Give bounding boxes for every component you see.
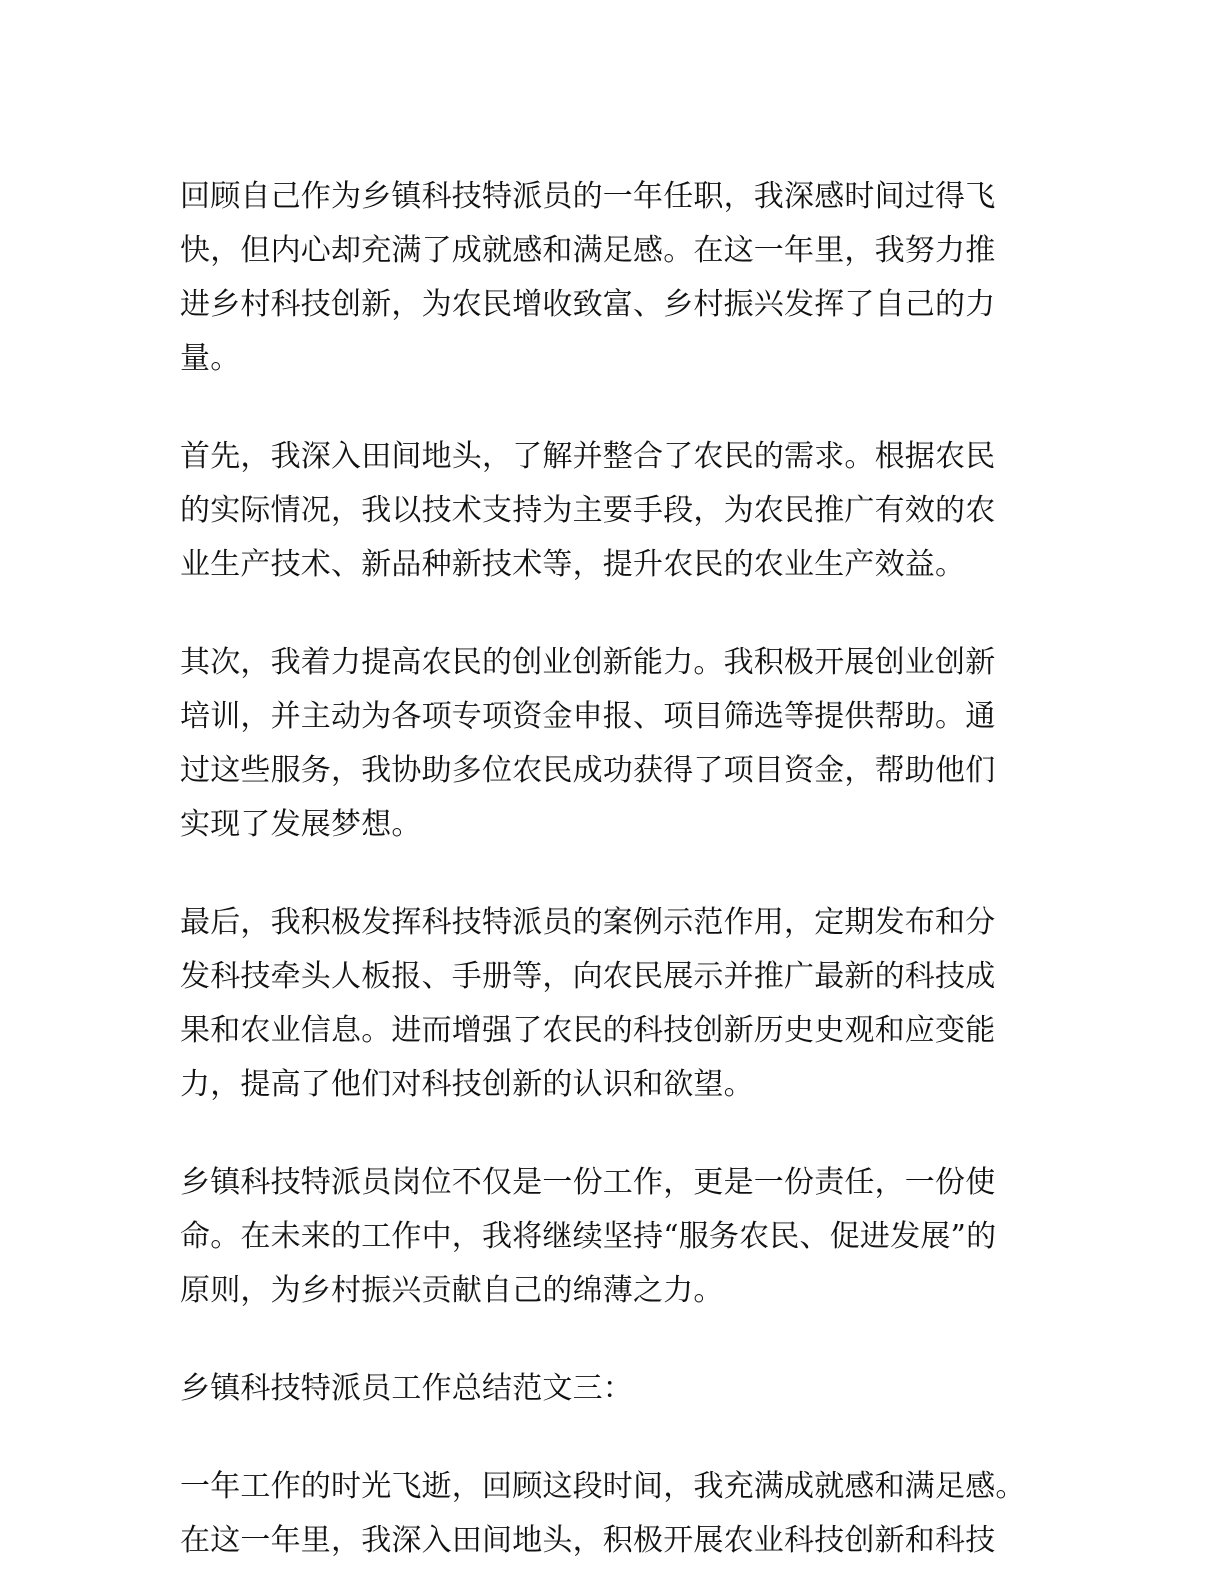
paragraph-spacer [180, 592, 1060, 636]
text-line: 回顾自己作为乡镇科技特派员的一年任职，我深感时间过得飞 [180, 179, 996, 214]
paragraph-spacer [180, 1318, 1060, 1362]
text-line: 进乡村科技创新，为农民增收致富、乡村振兴发挥了自己的力 [180, 287, 996, 322]
text-line: 力，提高了他们对科技创新的认识和欲望。 [180, 1067, 754, 1102]
text-line: 命。在未来的工作中，我将继续坚持“服务农民、促进发展”的 [180, 1219, 997, 1254]
text-line: 实现了发展梦想。 [180, 807, 422, 842]
text-line: 的实际情况，我以技术支持为主要手段，为农民推广有效的农 [180, 493, 996, 528]
text-line: 其次，我着力提高农民的创业创新能力。我积极开展创业创新 [180, 645, 996, 680]
paragraph-sample-three [180, 1460, 1060, 1568]
paragraph-second [180, 636, 1060, 852]
text-line: 快，但内心却充满了成就感和满足感。在这一年里，我努力推 [180, 233, 996, 268]
text-line: 乡镇科技特派员岗位不仅是一份工作，更是一份责任，一份使 [180, 1165, 996, 1200]
text-line: 原则，为乡村振兴贡献自己的绵薄之力。 [180, 1273, 724, 1308]
paragraph-spacer [180, 1112, 1060, 1156]
document-body [180, 170, 1060, 1568]
paragraph-spacer [180, 1416, 1060, 1460]
paragraph-mission [180, 1156, 1060, 1318]
paragraph-spacer [180, 386, 1060, 430]
text-line: 培训，并主动为各项专项资金申报、项目筛选等提供帮助。通 [180, 699, 996, 734]
text-line: 首先，我深入田间地头，了解并整合了农民的需求。根据农民 [180, 439, 996, 474]
text-line: 量。 [180, 341, 241, 376]
text-line: 果和农业信息。进而增强了农民的科技创新历史史观和应变能 [180, 1013, 996, 1048]
text-line: 过这些服务，我协助多位农民成功获得了项目资金，帮助他们 [180, 753, 996, 788]
paragraph-last [180, 896, 1060, 1112]
paragraph-first [180, 430, 1060, 592]
text-line: 在这一年里，我深入田间地头，积极开展农业科技创新和科技 [180, 1523, 996, 1558]
text-line: 业生产技术、新品种新技术等，提升农民的农业生产效益。 [180, 547, 966, 582]
paragraph-review [180, 170, 1060, 386]
paragraph-spacer [180, 852, 1060, 896]
text-line: 最后，我积极发挥科技特派员的案例示范作用，定期发布和分 [180, 905, 996, 940]
section-heading [180, 1362, 1060, 1416]
text-line: 乡镇科技特派员工作总结范文三： [180, 1371, 633, 1406]
text-line: 发科技牵头人板报、手册等，向农民展示并推广最新的科技成 [180, 959, 996, 994]
text-line: 一年工作的时光飞逝，回顾这段时间，我充满成就感和满足感。 [180, 1469, 1026, 1504]
